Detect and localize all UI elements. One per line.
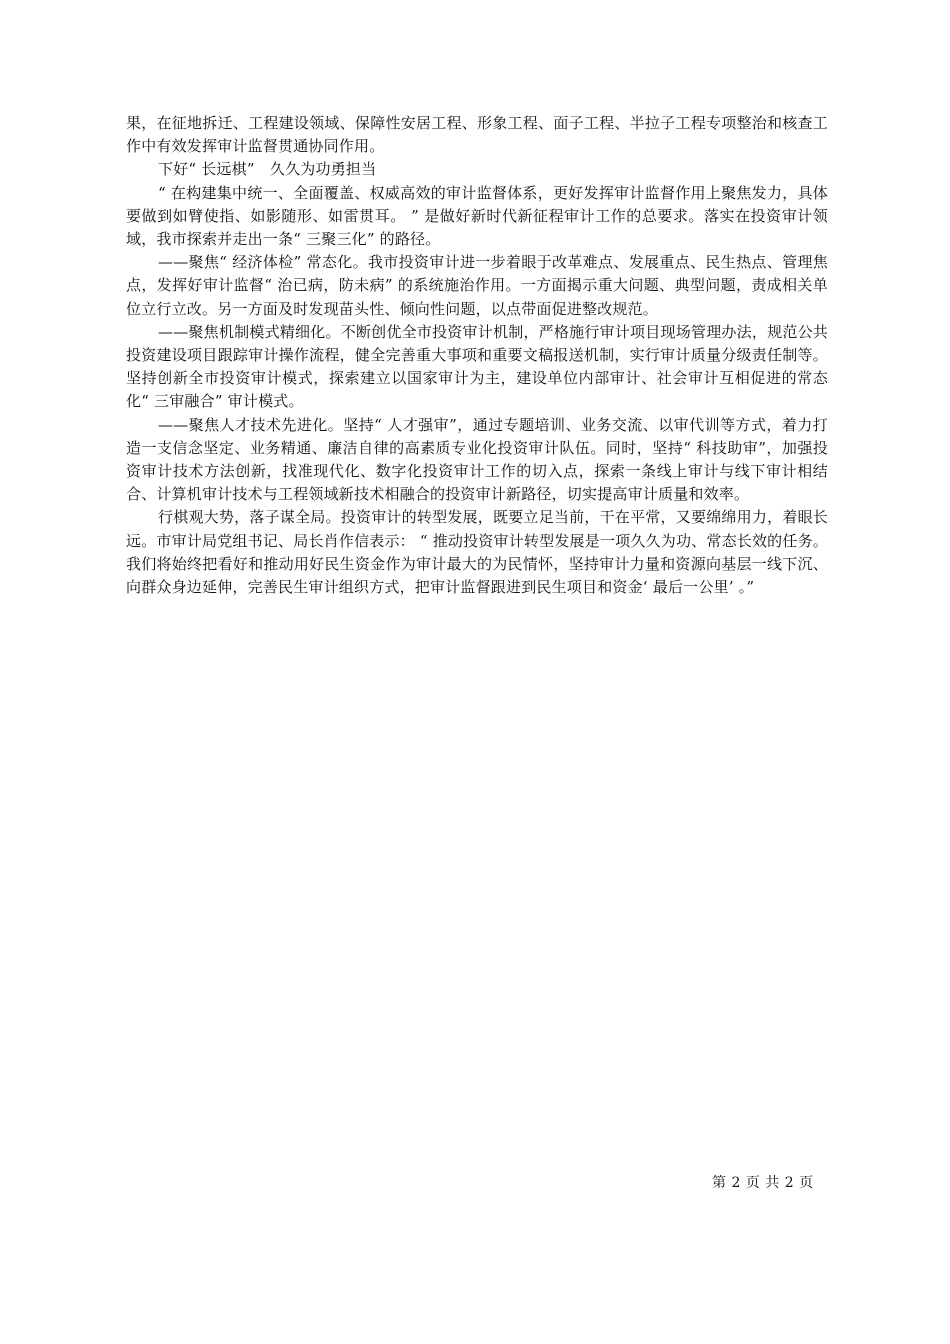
paragraph-1: 果，在征地拆迁、工程建设领域、保障性安居工程、形象工程、面子工程、半拉子工程专项整治和核查工作中有效发挥审计监督贯通协同作用。 [126,114,828,156]
paragraph-3: “ 在构建集中统一、全面覆盖、权威高效的审计监督体系，更好发挥审计监督作用上聚焦发力，具体要做到如臂使指、如影随形、如雷贯耳。 ” 是做好新时代新征程审计工作的总要求。落实在投资审计领域，我市探索并走出一条“ 三聚三化” 的路径。 [126,183,828,249]
paragraph-5: ——聚焦机制模式精细化。不断创优全市投资审计机制，严格施行审计项目现场管理办法，规范公共投资建设项目跟踪审计操作流程，健全完善重大事项和重要文稿报送机制，实行审计质量分级责任制等。坚持创新全市投资审计模式，探索建立以国家审计为主，建设单位内部审计、社会审计互相促进的常态化“ 三审融合” 审计模式。 [126,322,828,411]
page-number: 第 2 页 共 2 页 [712,1175,814,1191]
section-heading: 下好“ 长远棋” 久久为功勇担当 [158,160,377,179]
paragraph-6: ——聚焦人才技术先进化。坚持“ 人才强审”，通过专题培训、业务交流、以审代训等方式，着力打造一支信念坚定、业务精通、廉洁自律的高素质专业化投资审计队伍。同时，坚持“ 科技助审”，加强投资审计技术方法创新，找准现代化、数字化投资审计工作的切入点，探索一条线上审计与线下审计相结合、计算机审计技术与工程领域新技术相融合的投资审计新路径，切实提高审计质量和效率。 [126,415,828,504]
paragraph-7: 行棋观大势，落子谋全局。投资审计的转型发展，既要立足当前，干在平常，又要绵绵用力，着眼长远。市审计局党组书记、局长肖作信表示： “ 推动投资审计转型发展是一项久久为功、常态长效的任务。我们将始终把看好和推动用好民生资金作为审计最大的为民情怀，坚持审计力量和资源向基层一线下沉、向群众身边延伸，完善民生审计组织方式，把审计监督跟进到民生项目和资金‘ 最后一公里’ 。” [126,508,828,597]
document-body [126,112,828,599]
paragraph-4: ——聚焦“ 经济体检” 常态化。我市投资审计进一步着眼于改革难点、发展重点、民生热点、管理焦点，发挥好审计监督“ 治已病，防未病” 的系统施治作用。一方面揭示重大问题、典型问题，责成相关单位立行立改。另一方面及时发现苗头性、倾向性问题，以点带面促进整改规范。 [126,253,828,318]
